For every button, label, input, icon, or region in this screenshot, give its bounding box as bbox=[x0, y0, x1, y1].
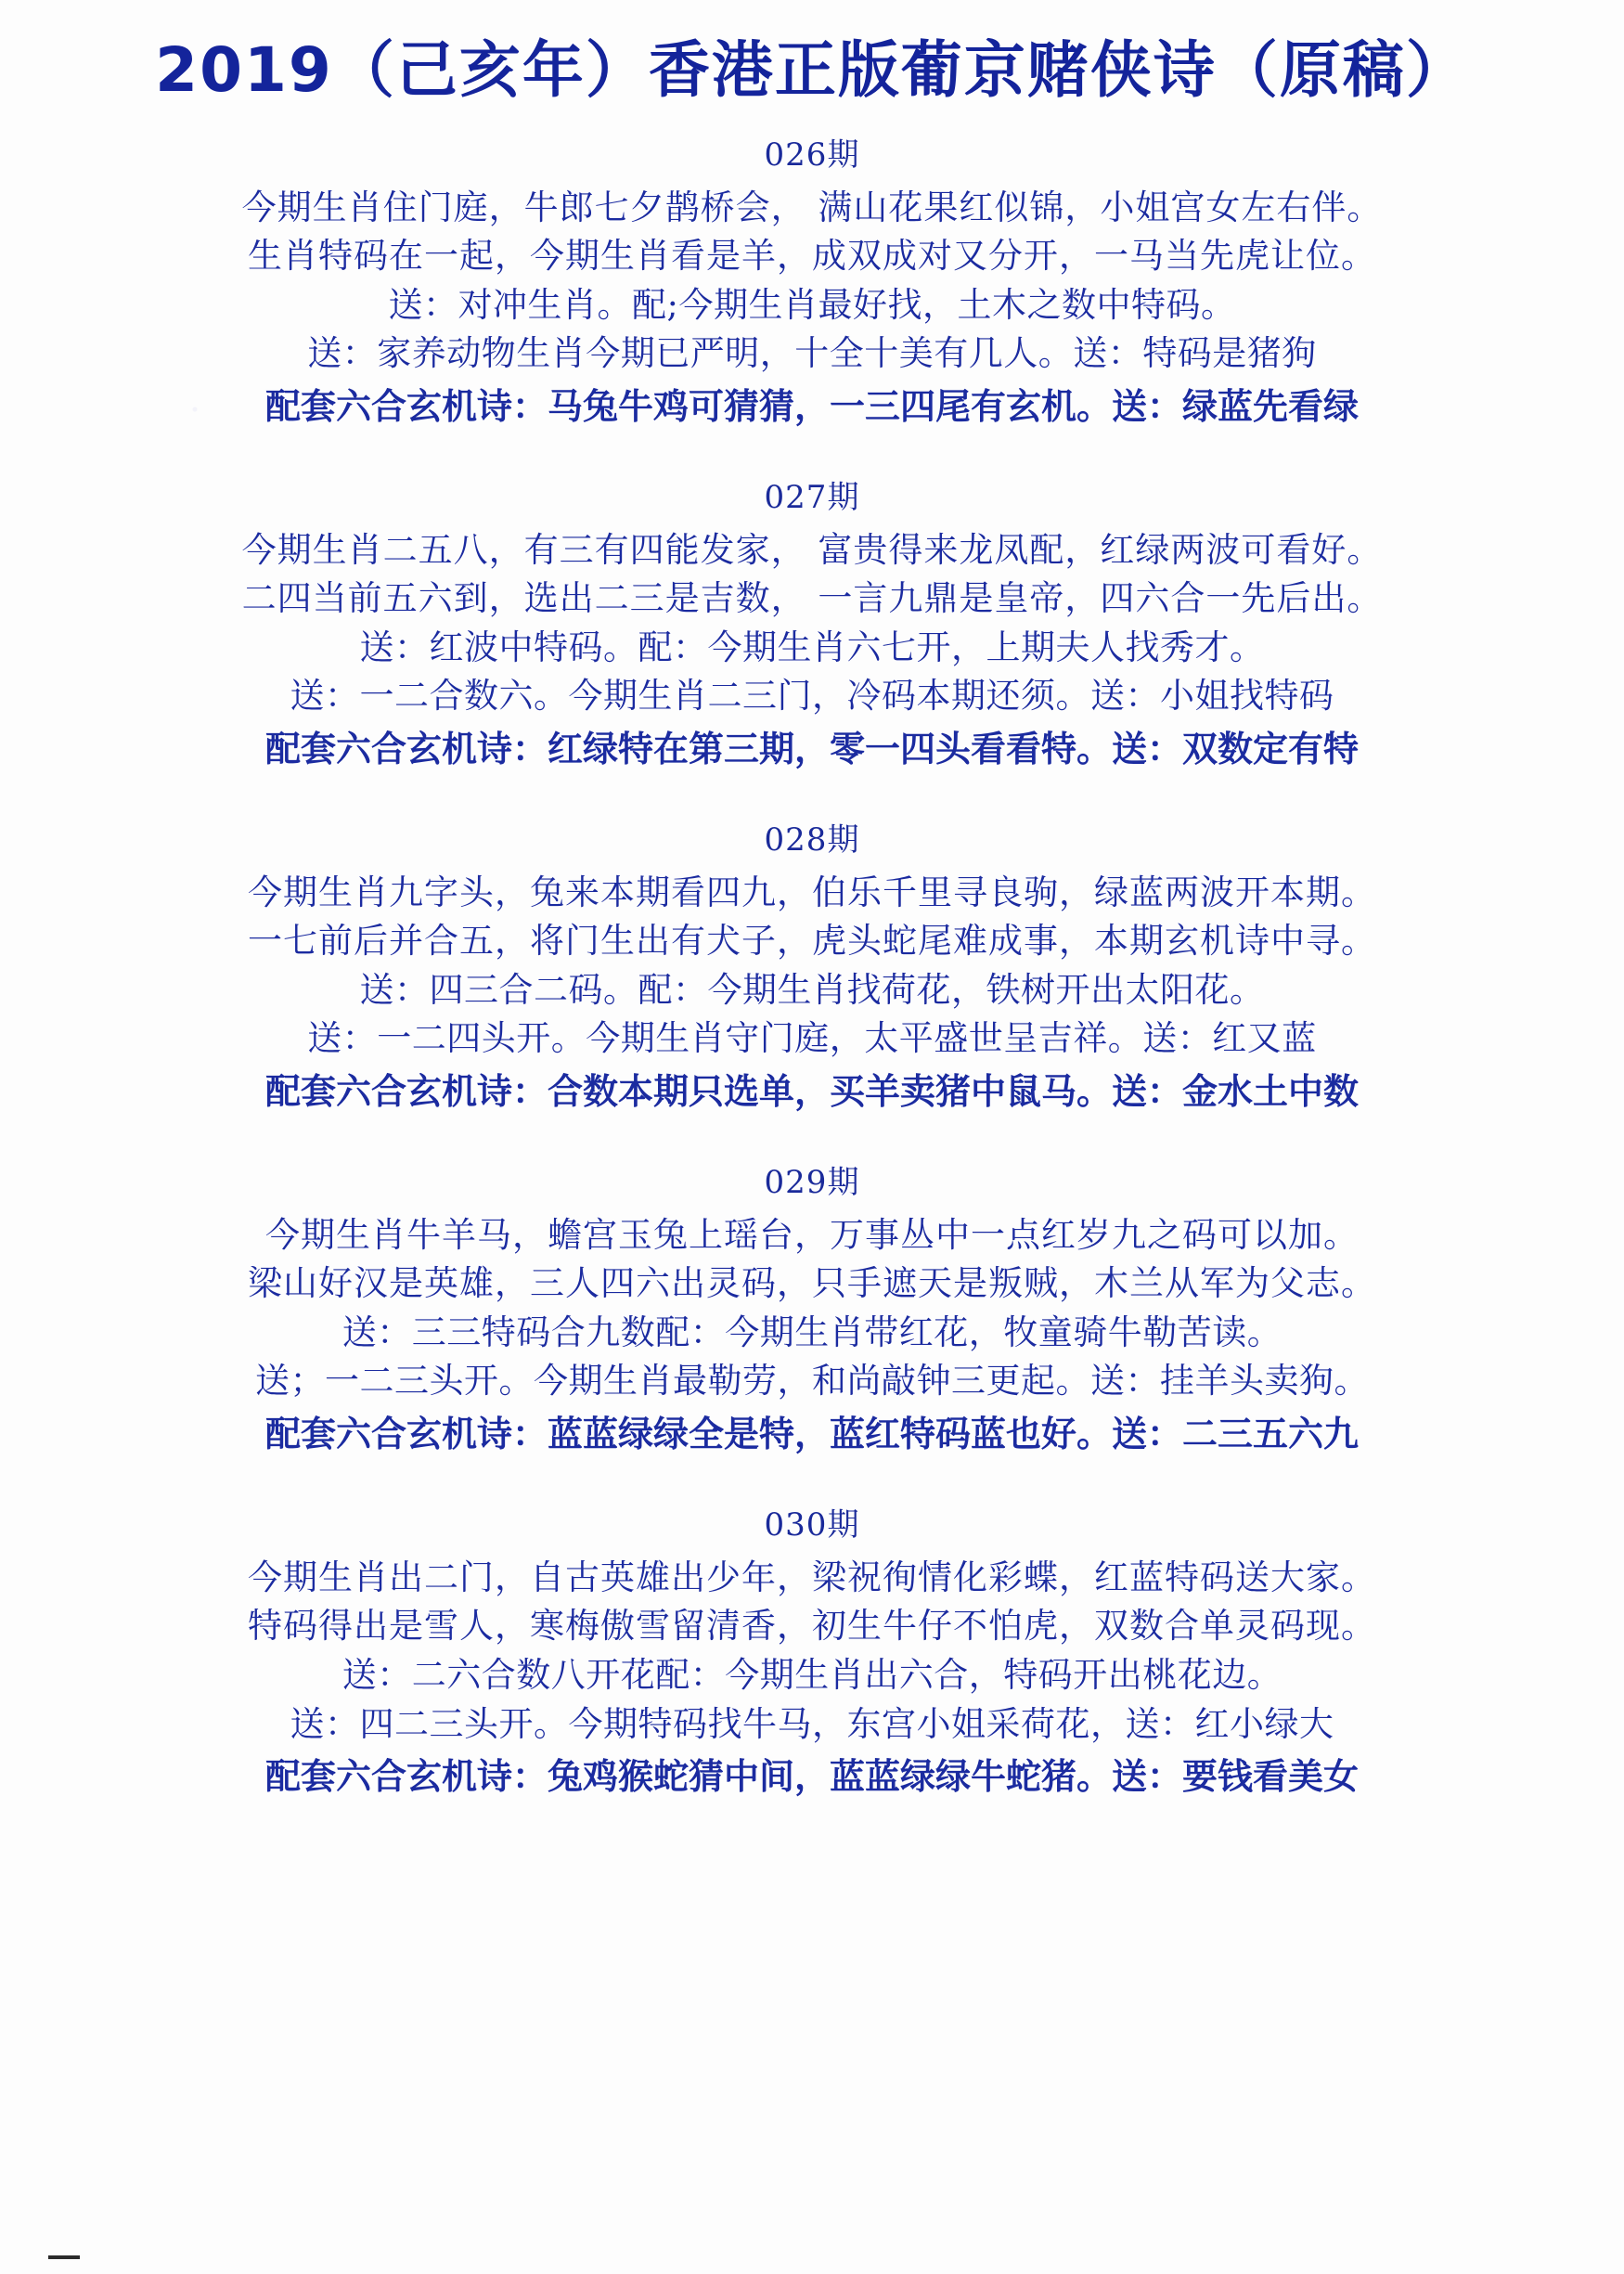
issue-number: 028期 bbox=[764, 820, 860, 859]
verse-line: 二四当前五六到，选出二三是吉数， 一言九鼎是皇帝，四六合一先后出。 bbox=[241, 578, 1383, 619]
issue-number: 029期 bbox=[764, 1163, 860, 1201]
verse-line: 今期生肖住门庭，牛郎七夕鹊桥会， 满山花果红似锦，小姐宫女左右伴。 bbox=[241, 187, 1383, 227]
matching-poem-line: 配套六合玄机诗：合数本期只选单，买羊卖猪中鼠马。送：金水土中数 bbox=[264, 1070, 1359, 1112]
verse-line: 今期生肖二五八，有三有四能发家， 富贵得来龙凤配，红绿两波可看好。 bbox=[241, 529, 1383, 570]
verse-line: 送：对冲生肖。配;今期生肖最好找，土木之数中特码。 bbox=[388, 284, 1236, 325]
verse-line: 送：一二四头开。今期生肖守门庭，太平盛世呈吉祥。送：红又蓝 bbox=[307, 1018, 1317, 1059]
verse-line: 今期生肖九字头，兔来本期看四九，伯乐千里寻良驹，绿蓝两波开本期。 bbox=[248, 872, 1376, 912]
page-corner-mark bbox=[48, 2255, 80, 2259]
verse-line: 送：四三合二码。配：今期生肖找荷花，铁树开出太阳花。 bbox=[359, 969, 1265, 1010]
issue-block bbox=[37, 1499, 1587, 1802]
issue-block bbox=[37, 129, 1587, 433]
verse-line: 一七前后并合五，将门生出有犬子，虎头蛇尾难成事，本期玄机诗中寻。 bbox=[248, 921, 1376, 962]
verse-line: 梁山好汉是英雄，三人四六出灵码，只手遮天是叛贼，木兰从军为父志。 bbox=[248, 1263, 1376, 1304]
verse-line: 生肖特码在一起，今期生肖看是羊，成双成对又分开，一马当先虎让位。 bbox=[248, 236, 1376, 277]
issue-number: 030期 bbox=[764, 1505, 860, 1544]
issue-block bbox=[37, 472, 1587, 775]
verse-line: 送：家养动物生肖今期已严明，十全十美有几人。送：特码是猪狗 bbox=[307, 333, 1317, 374]
verse-line: 送：二六合数八开花配：今期生肖出六合，特码开出桃花边。 bbox=[342, 1654, 1282, 1695]
issue-number: 026期 bbox=[764, 136, 860, 174]
matching-poem-line: 配套六合玄机诗：马兔牛鸡可猜猜，一三四尾有玄机。送：绿蓝先看绿 bbox=[264, 385, 1359, 427]
matching-poem-line: 配套六合玄机诗：红绿特在第三期，零一四头看看特。送：双数定有特 bbox=[264, 728, 1359, 769]
issue-block bbox=[37, 1156, 1587, 1460]
matching-poem-line: 配套六合玄机诗：兔鸡猴蛇猜中间，蓝蓝绿绿牛蛇猪。送：要钱看美女 bbox=[264, 1756, 1359, 1798]
verse-line: 今期生肖出二门，自古英雄出少年，梁祝徇情化彩蝶，红蓝特码送大家。 bbox=[248, 1557, 1376, 1597]
matching-poem-line: 配套六合玄机诗：蓝蓝绿绿全是特，蓝红特码蓝也好。送：二三五六九 bbox=[264, 1413, 1359, 1454]
verse-line: 送；一二三头开。今期生肖最勒劳，和尚敲钟三更起。送：挂羊头卖狗。 bbox=[255, 1361, 1369, 1402]
verse-line: 今期生肖牛羊马，蟾宫玉兔上瑶台，万事丛中一点红岁九之码可以加。 bbox=[265, 1214, 1359, 1255]
verse-line: 送：四二三头开。今期特码找牛马，东宫小姐采荷花，送：红小绿大 bbox=[290, 1703, 1334, 1744]
verse-line: 送：三三特码合九数配：今期生肖带红花，牧童骑牛勒苦读。 bbox=[342, 1311, 1282, 1352]
verse-line: 送：一二合数六。今期生肖二三门，冷码本期还须。送：小姐找特码 bbox=[290, 676, 1334, 717]
page-title: 2019（己亥年）香港正版葡京赌侠诗（原稿） bbox=[155, 34, 1469, 106]
verse-line: 特码得出是雪人，寒梅傲雪留清香，初生牛仔不怕虎，双数合单灵码现。 bbox=[248, 1606, 1376, 1647]
issue-block bbox=[37, 814, 1587, 1118]
verse-line: 送：红波中特码。配：今期生肖六七开，上期夫人找秀才。 bbox=[359, 627, 1265, 667]
issue-number: 027期 bbox=[764, 478, 860, 516]
